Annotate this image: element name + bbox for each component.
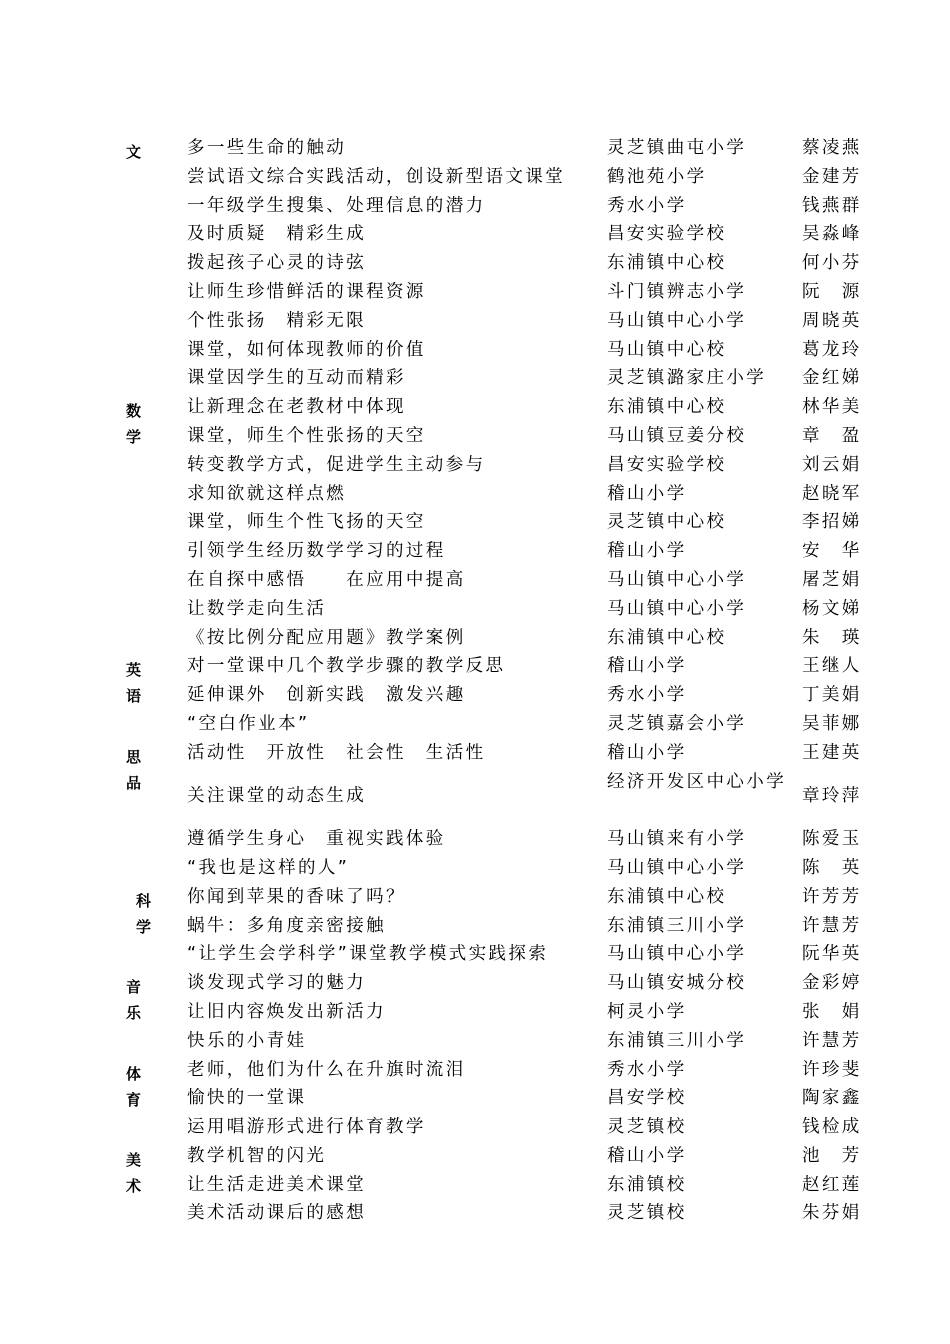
paper-title: 让生活走进美术课堂 [187,1174,367,1195]
teacher-name: 林华美 [802,397,862,418]
teacher-name: 陶家鑫 [802,1088,862,1109]
school-name: 马山镇豆姜分校 [607,425,747,446]
school-name: 昌安实验学校 [607,224,727,245]
list-item [0,134,950,163]
teacher-name: 安 华 [802,541,862,562]
list-item [0,595,950,624]
list-item [0,825,950,854]
school-name: 马山镇中心小学 [607,944,747,965]
school-name: 稽山小学 [607,483,687,504]
list-item [0,508,950,537]
subject-category: 美术 [126,1150,142,1195]
list-item [0,1199,950,1228]
school-name: 稽山小学 [607,656,687,677]
paper-title: “空白作业本” [187,713,310,734]
school-name: 东浦镇中心校 [607,627,727,648]
teacher-name: 许珍斐 [802,1059,862,1080]
list-item [0,1084,950,1113]
teacher-name: 钱检成 [802,1117,862,1138]
teacher-name: 金彩婷 [802,973,862,994]
school-name: 斗门镇辨志小学 [607,281,747,302]
subject-category: 数学 [126,402,142,447]
paper-title: 让旧内容焕发出新活力 [187,1001,386,1022]
paper-title: 关注课堂的动态生成 [187,785,367,806]
paper-title: 遵循学生身心 重视实践体验 [187,829,446,850]
school-name: 马山镇中心小学 [607,598,747,619]
paper-title: 一年级学生搜集、处理信息的潜力 [187,195,486,216]
list-item [0,451,950,480]
teacher-name: 张 娟 [802,1001,862,1022]
subject-category: 音乐 [126,978,142,1023]
teacher-name: 吴淼峰 [802,224,862,245]
teacher-name: 蔡凌燕 [802,138,862,158]
list-item [0,537,950,566]
paper-title: 课堂因学生的互动而精彩 [187,368,406,389]
list-item [0,1027,950,1056]
teacher-name: 王继人 [802,656,862,677]
school-name: 鹤池苑小学 [607,166,707,187]
teacher-name: 周晓英 [802,310,862,331]
school-name: 东浦镇中心校 [607,886,727,907]
teacher-name: 阮华英 [802,944,862,965]
paper-title: 让数学走向生活 [187,598,327,619]
paper-title: 让师生珍惜鲜活的课程资源 [187,281,426,302]
paper-title: 美术活动课后的感想 [187,1203,367,1224]
paper-title: “我也是这样的人” [187,857,350,878]
school-name: 昌安学校 [607,1088,687,1109]
paper-title: 对一堂课中几个教学步骤的教学反思 [187,656,506,677]
school-name: 经济开发区中心小学 [607,771,787,792]
teacher-name: 赵晓军 [802,483,862,504]
paper-title: 《按比例分配应用题》教学案例 [187,627,466,648]
list-item [0,192,950,221]
list-item [0,624,950,653]
teacher-name: 赵红莲 [802,1174,862,1195]
teacher-name: 许慧芳 [802,915,862,936]
list-item [0,307,950,336]
paper-title: 多一些生命的触动 [187,138,347,158]
teacher-name: 朱 瑛 [802,627,862,648]
list-item [0,940,950,969]
paper-title: 引领学生经历数学学习的过程 [187,541,446,562]
paper-title: 课堂，师生个性张扬的天空 [187,425,426,446]
list-item [0,1171,950,1200]
paper-title: 运用唱游形式进行体育教学 [187,1117,426,1138]
paper-title: 活动性 开放性 社会性 生活性 [187,742,486,763]
school-name: 东浦镇中心校 [607,253,727,274]
teacher-name: 阮 源 [802,281,862,302]
school-name: 马山镇中心校 [607,339,727,360]
paper-title: 课堂，如何体现教师的价值 [187,339,426,360]
school-name: 马山镇中心小学 [607,310,747,331]
subject-category: 文 [126,143,142,161]
school-name: 灵芝镇中心校 [607,512,727,533]
paper-title: 延伸课外 创新实践 激发兴趣 [187,685,466,706]
paper-title: 及时质疑 精彩生成 [187,224,367,245]
subject-category: 思品 [126,747,142,792]
paper-title: 蜗牛：多角度亲密接触 [187,915,386,936]
paper-title: 愉快的一堂课 [187,1088,307,1109]
school-name: 稽山小学 [607,1145,687,1166]
school-name: 柯灵小学 [607,1001,687,1022]
school-name: 马山镇中心小学 [607,857,747,878]
school-name: 秀水小学 [607,685,687,706]
paper-title: 谈发现式学习的魅力 [187,973,367,994]
school-name: 昌安实验学校 [607,454,727,475]
teacher-name: 王建英 [802,742,862,763]
school-name: 灵芝镇潞家庄小学 [607,368,767,389]
teacher-name: 钱燕群 [802,195,862,216]
paper-title: 个性张扬 精彩无限 [187,310,367,331]
subject-category: 英语 [126,661,142,706]
list-item [0,163,950,192]
list-item [0,768,950,826]
school-name: 秀水小学 [607,1059,687,1080]
list-item [0,249,950,278]
list-item [0,681,950,710]
teacher-name: 何小芬 [802,253,862,274]
teacher-name: 章玲萍 [802,785,862,806]
teacher-name: 丁美娟 [802,685,862,706]
school-name: 灵芝镇嘉会小学 [607,713,747,734]
list-item [0,710,950,739]
teacher-name: 许芳芳 [802,886,862,907]
teacher-name: 陈 英 [802,857,862,878]
list-item [0,422,950,451]
school-name: 灵芝镇曲屯小学 [607,138,747,158]
school-name: 稽山小学 [607,541,687,562]
list-item [0,480,950,509]
school-name: 东浦镇三川小学 [607,915,747,936]
paper-title: “让学生会学科学”课堂教学模式实践探索 [187,944,549,965]
paper-title: 你闻到苹果的香味了吗？ [187,886,406,907]
school-name: 灵芝镇校 [607,1117,687,1138]
paper-title: 老师，他们为什么在升旗时流泪 [187,1059,466,1080]
teacher-name: 吴菲娜 [802,713,862,734]
paper-title: 教学机智的闪光 [187,1145,327,1166]
teacher-name: 章 盈 [802,425,862,446]
list-item [0,566,950,595]
teacher-name: 杨文娣 [802,598,862,619]
teacher-name: 屠芝娟 [802,569,862,590]
school-name: 马山镇安城分校 [607,973,747,994]
award-list [0,134,950,1228]
teacher-name: 许慧芳 [802,1030,862,1051]
school-name: 东浦镇三川小学 [607,1030,747,1051]
subject-category: 体育 [126,1064,142,1109]
school-name: 稽山小学 [607,742,687,763]
teacher-name: 李招娣 [802,512,862,533]
teacher-name: 陈爱玉 [802,829,862,850]
teacher-name: 金红娣 [802,368,862,389]
teacher-name: 刘云娟 [802,454,862,475]
list-item [0,220,950,249]
paper-title: 求知欲就这样点燃 [187,483,347,504]
teacher-name: 葛龙玲 [802,339,862,360]
teacher-name: 金建芳 [802,166,862,187]
paper-title: 拨起孩子心灵的诗弦 [187,253,367,274]
paper-title: 尝试语文综合实践活动，创设新型语文课堂 [187,166,566,187]
list-item [0,912,950,941]
list-item [0,998,950,1027]
school-name: 秀水小学 [607,195,687,216]
subject-category: 科学 [136,891,152,936]
school-name: 马山镇中心小学 [607,569,747,590]
list-item [0,854,950,883]
paper-title: 在自探中感悟 在应用中提高 [187,569,466,590]
paper-title: 课堂，师生个性飞扬的天空 [187,512,426,533]
list-item [0,364,950,393]
school-name: 东浦镇中心校 [607,397,727,418]
teacher-name: 池 芳 [802,1145,862,1166]
list-item [0,336,950,365]
paper-title: 快乐的小青娃 [187,1030,307,1051]
school-name: 马山镇来有小学 [607,829,747,850]
paper-title: 让新理念在老教材中体现 [187,397,406,418]
teacher-name: 朱芬娟 [802,1203,862,1224]
list-item [0,278,950,307]
school-name: 东浦镇校 [607,1174,687,1195]
list-item [0,1113,950,1142]
school-name: 灵芝镇校 [607,1203,687,1224]
paper-title: 转变教学方式，促进学生主动参与 [187,454,486,475]
